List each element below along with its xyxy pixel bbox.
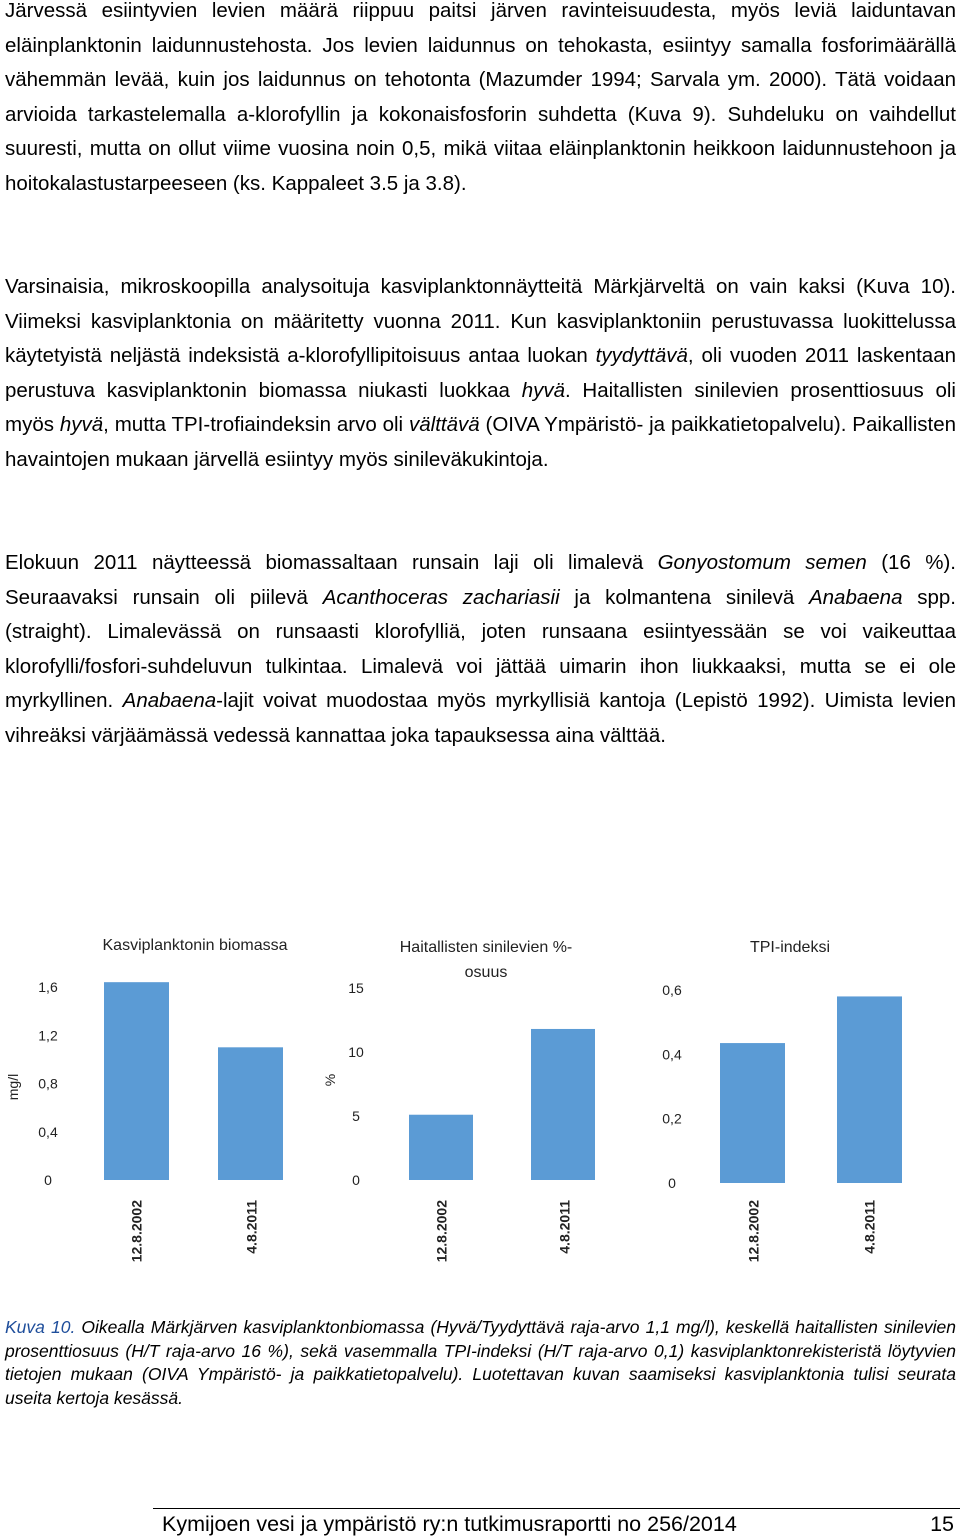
y-tick-label: 5	[352, 1108, 360, 1124]
figure-10-charts	[0, 900, 960, 1280]
italic-term: välttävä	[408, 413, 480, 436]
paragraph-phytoplankton-classification	[5, 270, 956, 477]
italic-term: Anabaena	[808, 585, 903, 609]
text-run: (16 %). Seuraavaksi runsain oli piilevä	[5, 551, 956, 609]
paragraph-species	[5, 546, 956, 753]
footer-rule	[153, 1508, 960, 1509]
text-run: ja kolmantena sinilevä	[559, 585, 809, 609]
x-category-label: 12.8.2002	[745, 1200, 762, 1263]
text-run: -lajit voivat muodostaa myös myrkyllisiä kantoja (Lepistö 1992). Uimista levien vihreäksi värjäämässä vedessä kannattaa joka tapauksessa aina välttää.	[5, 689, 956, 747]
chart-title: Haitallisten sinilevien %-	[399, 939, 573, 956]
text-run: Varsinaisia, mikroskoopilla analysoituja kasviplanktonnäytteitä Märkjärveltä on vain kaksi (Kuva 10). Viimeksi kasviplanktonia on määritetty vuonna 2011. Kun kasviplanktoniin perustuvassa luokittelussa käytetyistä neljästä indeksistä a-klorofyllipitoisuus antaa luokan	[5, 275, 956, 367]
text-run: . Haitallisten sinilevien prosenttiosuus oli myös	[5, 378, 956, 436]
italic-term: hyvä	[521, 378, 565, 402]
text-run: , oli vuoden 2011 laskentaan perustuva kasviplanktonin biomassa niukasti luokkaa	[5, 344, 956, 402]
italic-term: Anabaena	[122, 689, 217, 712]
italic-term: Acanthoceras zachariasii	[322, 585, 560, 609]
y-tick-label: 0,2	[662, 1110, 682, 1127]
bar-12-8-2002	[104, 982, 169, 1180]
y-tick-label: 0,8	[38, 1075, 58, 1092]
x-category-label: 4.8.2011	[556, 1200, 573, 1254]
y-tick-label: 0,6	[662, 982, 682, 998]
y-tick-label: 1,6	[38, 979, 58, 995]
bar-12-8-2002	[409, 1115, 473, 1180]
y-tick-label: 15	[348, 980, 364, 996]
chart-title: osuus	[464, 964, 508, 981]
y-tick-label: 10	[348, 1044, 364, 1060]
y-tick-label: 0,4	[662, 1046, 682, 1063]
y-tick-label: 0	[352, 1172, 360, 1188]
y-tick-label: 1,2	[38, 1027, 58, 1044]
y-tick-label: 0	[668, 1175, 676, 1191]
text-run: , mutta TPI-trofiaindeksin arvo oli	[103, 413, 409, 436]
bar-4-8-2011	[837, 996, 902, 1183]
italic-term: Gonyostomum semen	[657, 551, 867, 574]
chart-title: TPI-indeksi	[749, 939, 831, 956]
caption-lead: Kuva 10.	[5, 1317, 76, 1337]
page-number: 15	[930, 1512, 954, 1536]
bar-4-8-2011	[531, 1029, 595, 1180]
y-axis-label: mg/l	[5, 1073, 21, 1101]
italic-term: hyvä	[59, 413, 104, 436]
x-category-label: 12.8.2002	[433, 1200, 450, 1263]
x-category-label: 4.8.2011	[861, 1200, 878, 1254]
paragraph-grazing	[5, 0, 956, 201]
chart-title: Kasviplanktonin biomassa	[102, 937, 288, 954]
figure-caption	[5, 1316, 956, 1410]
bar-12-8-2002	[720, 1043, 785, 1183]
x-category-label: 4.8.2011	[243, 1200, 260, 1254]
y-tick-label: 0,4	[38, 1123, 58, 1140]
chart-tpi-index	[662, 939, 902, 1262]
x-category-label: 12.8.2002	[128, 1200, 145, 1263]
y-tick-label: 0	[44, 1172, 52, 1188]
text-run: Järvessä esiintyvien levien määrä riippuu paitsi järven ravinteisuudesta, myös leviä laiduntavan eläinplanktonin laidunnustehosta. Jos levien laidunnus on tehokasta, esiintyy samalla fosforimäärällä vähemmän levää, kuin jos laidunnus on tehotonta (Mazumder 1994; Sarvala ym. 2000). Tätä voidaan arvioida tarkastelemalla a-klorofyllin ja kokonaisfosforin suhdetta (Kuva 9). Suhdeluku on vaihdellut suuresti, mutta on ollut viime vuosina noin 0,5, mikä viitaa eläinplanktonin heikkoon laidunnustehoon ja hoitokalastustarpeeseen (ks. Kappaleet 3.5 ja 3.8).	[5, 0, 956, 195]
chart-biomass	[5, 937, 288, 1262]
caption-body: Oikealla Märkjärven kasviplanktonbiomassa (Hyvä/Tyydyttävä raja-arvo 1,1 mg/l), keskellä haitallisten sinilevien prosenttiosuus (H/T raja-arvo 16 %), sekä vasemmalla TPI-indeksi (H/T raja-arvo 0,1) kasviplanktonrekisteristä löytyvien tietojen mukaan (OIVA Ympäristö- ja paikkatietopalvelu). Luotettavan kuvan saamiseksi kasviplanktonia tulisi seurata useita kertoja kesässä.	[5, 1317, 956, 1408]
text-run: spp. (straight). Limalevässä on runsaasti klorofylliä, joten runsaana esiintyessään se voi vaikeuttaa klorofylli/fosfori-suhdeluvun tulkintaa. Limalevä voi jättää uimarin ihon liukkaaksi, mutta se ei ole myrkyllinen.	[5, 585, 956, 712]
bar-4-8-2011	[218, 1047, 283, 1180]
footer-report-title: Kymijoen vesi ja ympäristö ry:n tutkimusraportti no 256/2014	[162, 1512, 737, 1536]
italic-term: tyydyttävä	[595, 344, 688, 367]
chart-cyanobacteria-share	[322, 939, 595, 1262]
text-run: Elokuun 2011 näytteessä biomassaltaan runsain laji oli limalevä	[5, 551, 658, 574]
y-axis-label: %	[322, 1073, 338, 1087]
text-run: (OIVA Ympäristö- ja paikkatietopalvelu). Paikallisten havaintojen mukaan järvellä esiintyy myös sinileväkukintoja.	[5, 413, 956, 471]
